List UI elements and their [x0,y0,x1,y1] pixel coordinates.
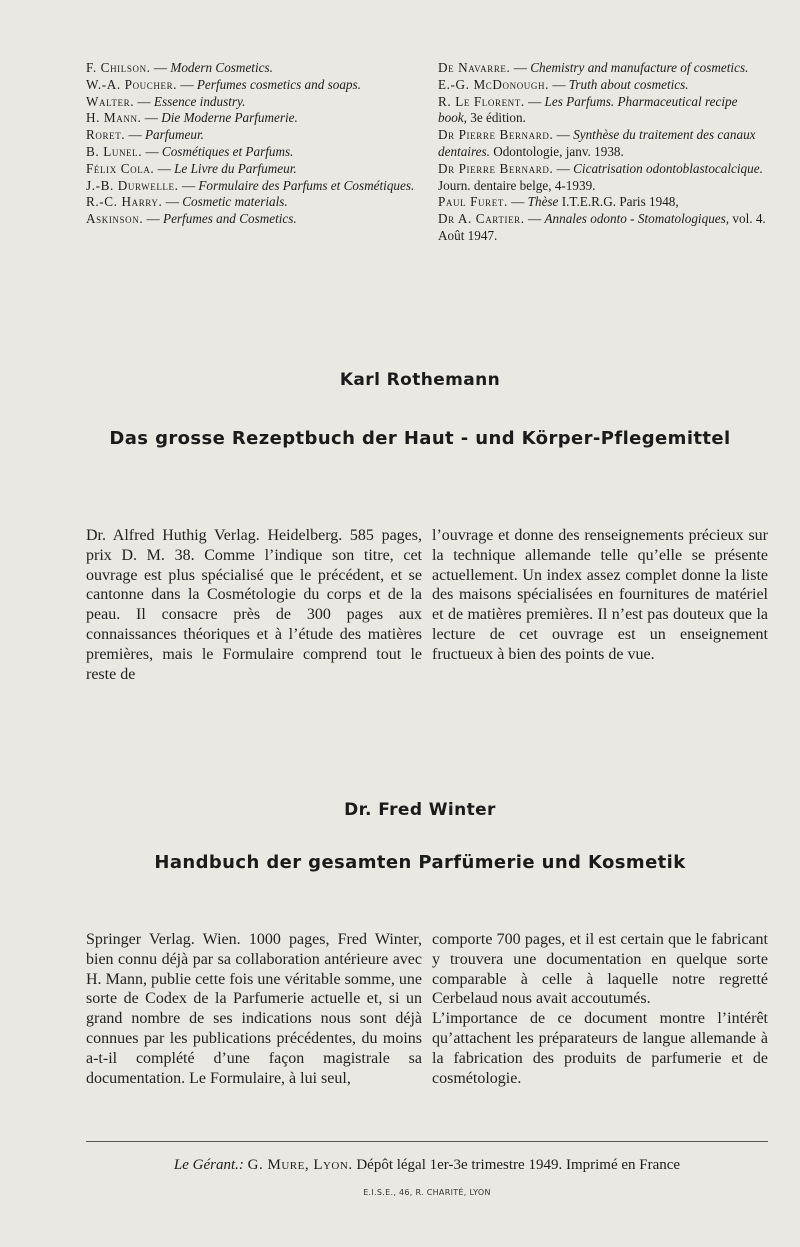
review-section-1 [86,526,768,684]
reference-entry: Dr Pierre Bernard. — Synthèse du traitement des canaux dentaires. Odontologie, janv. 1938. [438,127,756,159]
printer-credit: E.I.S.E., 46, R. CHARITÉ, LYON [363,1188,491,1197]
review-paragraph: L’importance de ce document montre l’intérêt qu’attachent les préparateurs de langue allemande à la fabrication des produits de parfumerie et de cosmétologie. [432,1010,768,1087]
bibliography [86,60,768,245]
imprint-label: Le Gérant.: [173,1157,244,1173]
reference-entry: J.-B. Durwelle. — Formulaire des Parfums et Cosmétiques. [86,177,415,193]
bibliography-left-column [86,60,416,245]
review-section-2 [86,930,768,1088]
review-right-column [432,930,768,1088]
section-title-heading: Das grosse Rezeptbuch der Haut - und Körper-Pflegemittel [109,428,731,449]
reference-entry: Roret. — Parfumeur. [86,127,204,143]
imprint-legal: Dépôt légal 1er-3e trimestre 1949. Imprimé en France [356,1157,681,1173]
review-left-column: Dr. Alfred Huthig Verlag. Heidelberg. 585 pages, prix D. M. 38. Comme l’indique son titre, cet ouvrage est plus spécialisé que le précédent, et se cantonne dans la Cosmétologie du corps et de la peau. Il consacre près de 300 pages aux connaissances théoriques et à l’étude des matières premières, mais le Formulaire comprend tout le reste de [86,527,422,683]
reference-entry: R. Le Florent. — Les Parfums. Pharmaceutical recipe book, 3e édition. [438,93,738,126]
reference-entry: Félix Cola. — Le Livre du Parfumeur. [86,160,297,176]
section-title-heading: Handbuch der gesamten Parfümerie und Kosmetik [154,852,686,873]
reference-entry: Askinson. — Perfumes and Cosmetics. [86,211,297,227]
review-right-column: l’ouvrage et donne des renseignements précieux sur la technique allemande telle qu’elle se présente actuellement. Un index assez complet donne la liste des maisons spécialisées en fournitures de matériel et de matières premières. Il n’est pas douteux que la lecture de cet ouvrage est un enseignement fructueux à bien des points de vue. [432,527,768,663]
review-paragraph: comporte 700 pages, et il est certain que le fabricant y trouvera une documentation en quelque sorte comparable à celle à laquelle notre regretté Cerbelaud nous avait accoutumés. [432,931,768,1008]
reference-entry: De Navarre. — Chemistry and manufacture of cosmetics. [438,60,749,75]
reference-entry: Dr A. Cartier. — Annales odonto - Stomatologiques, vol. 4. Août 1947. [438,211,766,243]
imprint-manager: G. Mure, Lyon. [247,1157,353,1173]
reference-entry: Paul Furet. — Thèse I.T.E.R.G. Paris 1948, [438,194,679,210]
reference-entry: R.-C. Harry. — Cosmetic materials. [86,194,288,210]
reference-entry: B. Lunel. — Cosmétiques et Parfums. [86,143,294,159]
reference-entry: H. Mann. — Die Moderne Parfumerie. [86,110,298,126]
footer-divider [86,1141,768,1142]
section-author-heading: Dr. Fred Winter [344,800,496,820]
imprint-line [86,1157,768,1174]
reference-entry: Walter. — Essence industry. [86,93,246,109]
review-left-column: Springer Verlag. Wien. 1000 pages, Fred Winter, bien connu déjà par sa collaboration antérieure avec H. Mann, publie cette fois une véritable somme, une sorte de Codex de la Parfumerie actuelle et, si un grand nombre de ses indications nous sont déjà connues par les publications précédentes, du moins a-t-il complété d’une façon magistrale sa documentation. Le Formulaire, à lui seul, [86,931,422,1087]
reference-entry: W.-A. Poucher. — Perfumes cosmetics and soaps. [86,76,361,92]
reference-entry: F. Chilson. — Modern Cosmetics. [86,60,273,75]
reference-entry: Dr Pierre Bernard. — Cicatrisation odontoblastocalcique. Journ. dentaire belge, 4-1939. [438,160,763,193]
section-author-heading: Karl Rothemann [339,370,501,390]
bibliography-right-column [438,60,768,245]
reference-entry: E.-G. McDonough. — Truth about cosmetics. [438,76,689,92]
